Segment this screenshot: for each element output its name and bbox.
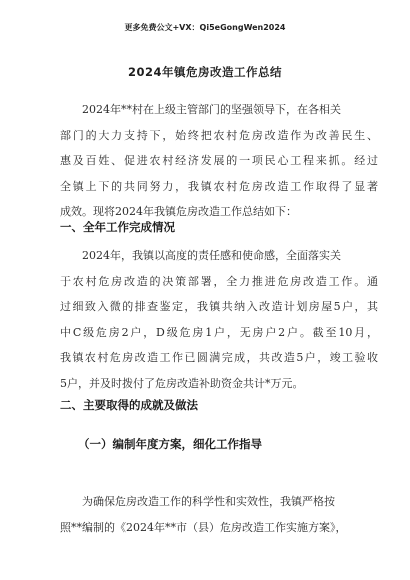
- paragraph-line: 中C级危房2户，D级危房1户，无房户2户。截至10月，: [60, 325, 378, 339]
- document-title: 2024年镇危房改造工作总结: [127, 65, 282, 79]
- paragraph-line: 惠及百姓、促进农村经济发展的一项民心工程来抓。经过: [60, 154, 378, 167]
- section-heading-2: 二、主要取得的成就及做法: [60, 398, 198, 412]
- paragraph-line: 部门的大力支持下，始终把农村危房改造作为改善民生、: [60, 128, 378, 142]
- paragraph-line: 照**编制的《2024年**市（县）危房改造工作实施方案》，: [60, 520, 347, 534]
- section1-paragraph: [60, 243, 378, 396]
- paragraph-line: 全镇上下的共同努力，我镇农村危房改造工作取得了显著: [60, 179, 378, 193]
- subsection-heading: （一）编制年度方案，细化工作指导: [78, 437, 262, 451]
- intro-paragraph: [60, 97, 378, 225]
- paragraph-line: 5户，并及时拨付了危房改造补助资金共计*万元。: [60, 376, 304, 390]
- header-note: 更多免费公文+VX：Qi5eGongWen2024: [124, 23, 286, 32]
- paragraph-line: 于农村危房改造的决策部署，全力推进危房改造工作。通: [60, 274, 378, 288]
- paragraph-line: 成效。现将2024年我镇危房改造工作总结如下：: [60, 205, 297, 218]
- paragraph-line: 为确保危房改造工作的科学性和实效性，我镇严格按: [82, 495, 335, 508]
- paragraph-line: 2024年**村在上级主管部门的坚强领导下，在各相关: [82, 103, 341, 116]
- section2-paragraph: [60, 489, 378, 540]
- paragraph-line: 我镇农村危房改造工作已圆满完成，共改造5户，竣工验收: [60, 351, 378, 364]
- section-heading-1: 一、全年工作完成情况: [60, 220, 175, 234]
- paragraph-line: 2024年，我镇以高度的责任感和使命感，全面落实关: [82, 249, 341, 262]
- paragraph-line: 过细致入微的排查鉴定，我镇共纳入改造计划房屋5户，其: [60, 300, 378, 313]
